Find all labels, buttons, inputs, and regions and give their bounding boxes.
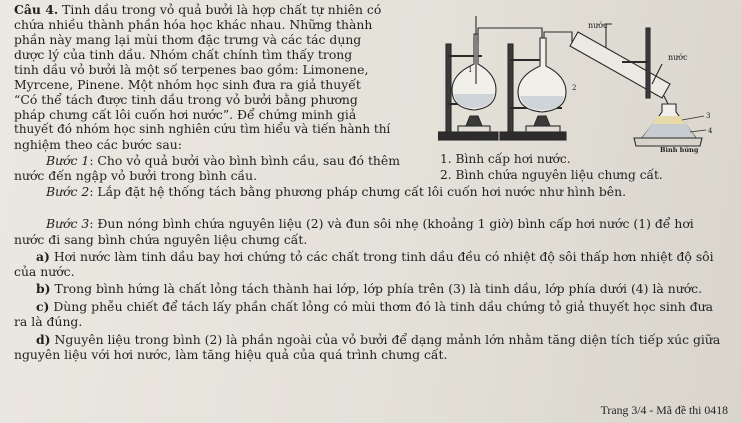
step2-label: Bước 2 <box>46 184 90 199</box>
statement-c: c) Dùng phễu chiết để tách lấy phần chất lỏng có mùi thơm đó là tinh dầu chứng tỏ giả thuyết học sinh đưa <box>36 299 714 314</box>
figure-caption-1: 1. Bình cấp hơi nước. <box>440 152 571 166</box>
figure-caption-2: 2. Bình chứa nguyên liệu chưng cất. <box>440 168 663 182</box>
upper-layer-3 <box>652 116 686 124</box>
intro-line: tinh dầu vỏ bưởi là một số terpenes bao gồm: Limonene, <box>14 62 369 77</box>
intro-line: chứa nhiều thành phần hóa học khác nhau. Những thành <box>14 17 373 32</box>
step3-label: Bước 3 <box>46 216 90 231</box>
stand-rod <box>508 44 513 134</box>
burner-1 <box>466 116 482 126</box>
stand-base <box>500 132 566 140</box>
label-num-2: 2 <box>572 84 577 92</box>
label-num-1: 1 <box>468 66 473 74</box>
burner-base-2 <box>526 126 560 132</box>
label-water-top: nước <box>588 21 608 30</box>
receiver-tray <box>634 138 702 146</box>
step3-line: Bước 3: Đun nóng bình chứa nguyên liệu (2) và đun sôi nhẹ (khoảng 1 giờ) bình cấp hơi nước (1) để hơi <box>46 216 694 231</box>
intro-line: pháp chưng cất lôi cuốn hơi nước”. Để chứng minh giả <box>14 107 357 122</box>
statement-b: b) Trong bình hứng là chất lỏng tách thành hai lớp, lớp phía trên (3) là tinh dầu, lớp phía dưới (4) là nước. <box>36 281 703 296</box>
intro-line: nghiệm theo các bước sau: <box>14 137 182 152</box>
question-number: Câu 4. <box>14 2 59 17</box>
label-water-bottom: nước <box>668 53 688 62</box>
intro-line: Câu 4. Tinh dầu trong vỏ quả bưởi là hợp chất tự nhiên có <box>14 2 382 17</box>
intro-line: dược lý của tinh dầu. Nhóm chất chính tìm thấy trong <box>14 47 353 62</box>
statement-d-cont: nguyên liệu với hơi nước, làm tăng hiệu quả của quá trình chưng cất. <box>14 347 448 362</box>
statement-c-cont: ra là đúng. <box>14 314 83 329</box>
lower-layer-4 <box>642 124 696 138</box>
intro-line: phần này mang lại mùi thơm đặc trưng và các tác dụng <box>14 32 362 47</box>
burner-2 <box>534 116 550 126</box>
burner-base-1 <box>458 126 490 132</box>
label-num-3: 3 <box>706 112 711 120</box>
step1-line: Bước 1: Cho vỏ quả bưởi vào bình bình cầu, sau đó thêm <box>46 153 400 168</box>
statement-d: d) Nguyên liệu trong bình (2) là phần ngoài của vỏ bưởi để dạng mảnh lớn nhằm tăng diện tích tiếp xúc giữa <box>36 332 721 347</box>
page-footer: Trang 3/4 - Mã đề thi 0418 <box>600 403 728 417</box>
distillation-head <box>544 32 572 44</box>
stand-rod <box>446 44 451 134</box>
step3-line: nước đi sang bình chứa nguyên liệu chưng cất. <box>14 232 308 247</box>
intro-line: thuyết đó nhóm học sinh nghiên cứu tìm hiểu và tiến hành thí <box>14 122 391 136</box>
statement-a-cont: của nước. <box>14 264 75 279</box>
step1-label: Bước 1 <box>46 153 90 168</box>
label-receiver: Bình hứng <box>660 146 699 154</box>
step1-line: nước đến ngập vỏ bưởi trong bình cầu. <box>14 168 258 183</box>
label-num-4: 4 <box>708 127 713 135</box>
pointer-4 <box>690 130 706 132</box>
intro-line: Myrcene, Pinene. Một nhóm học sinh đưa ra giả thuyết <box>14 77 361 92</box>
step2-line: Bước 2: Lắp đặt hệ thống tách bằng phương pháp chưng cất lôi cuốn hơi nước như hình bên. <box>46 184 627 199</box>
condenser-jacket <box>570 32 670 98</box>
stand-base <box>438 132 498 140</box>
distillation-apparatus-figure <box>438 4 738 154</box>
pointer-3 <box>682 116 704 120</box>
intro-line: “Có thể tách được tinh dầu trong vỏ bưởi bằng phương <box>14 92 358 107</box>
statement-a: a) Hơi nước làm tinh dầu bay hơi chứng tỏ các chất trong tinh dầu đều có nhiệt độ sôi thấp hơn nhiệt độ sôi <box>36 249 714 264</box>
